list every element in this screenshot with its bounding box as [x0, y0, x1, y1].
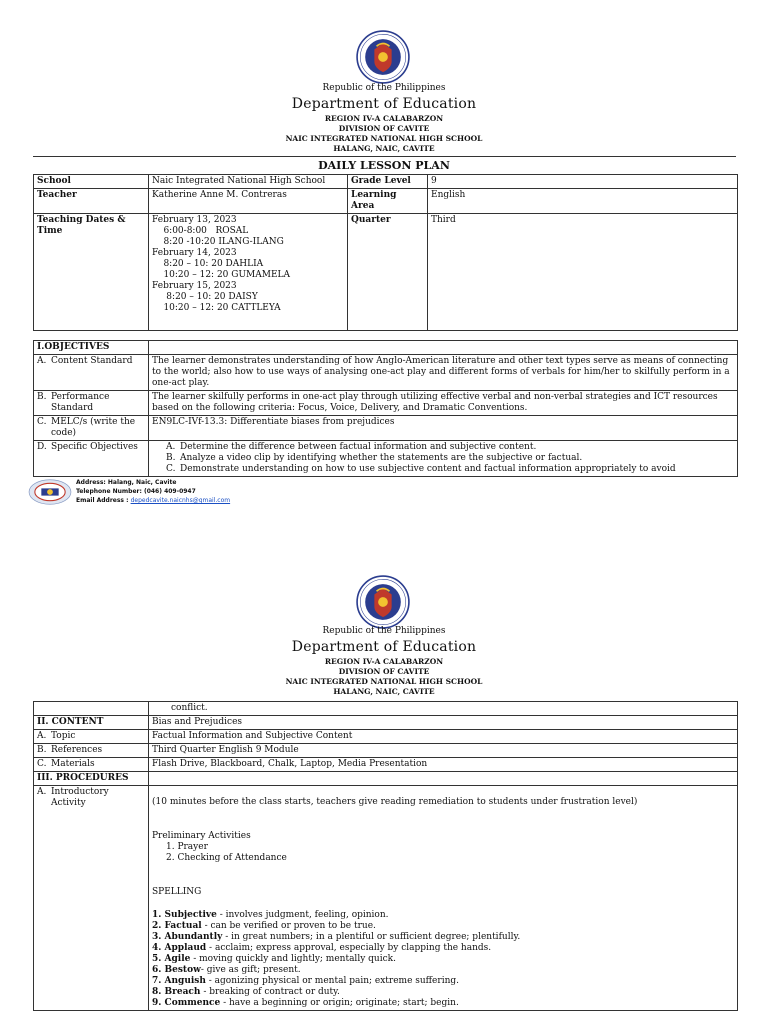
objectives-heading: I.OBJECTIVES — [34, 341, 149, 355]
spelling-item: 7. Anguish - agonizing physical or mental pain; extreme suffering. — [152, 976, 459, 986]
dates-line: 8:20 – 10: 20 DAHLIA — [152, 259, 264, 269]
materials-value: Flash Drive, Blackboard, Chalk, Laptop, Media Presentation — [149, 758, 738, 772]
dates-line: February 13, 2023 — [152, 215, 237, 225]
objectives-heading-empty — [149, 341, 738, 355]
footer-email-link[interactable]: depedcavite.naicnhs@gmail.com — [130, 497, 231, 504]
teacher-label: Teacher — [34, 189, 149, 214]
division-label: DIVISION OF CAVITE — [338, 124, 430, 133]
content-standard-text: The learner demonstrates understanding of how Anglo-American literature and other text types serve as means of connecting to the world; also how to use ways of analysing one-act play and different forms of verbals for him/her to skilfully perform in a one-act play. — [149, 355, 738, 391]
objective-item: A. Determine the difference between factual information and subjective content. — [166, 442, 537, 452]
specific-objectives-label: D. Specific Objectives — [34, 441, 149, 477]
grade-label: Grade Level — [348, 175, 428, 189]
melc-text: EN9LC-IVf-13.3: Differentiate biases from prejudices — [149, 416, 738, 441]
document-page-2 — [0, 555, 768, 1024]
school-name-header: NAIC INTEGRATED NATIONAL HIGH SCHOOL — [285, 677, 483, 686]
quarter-label: Quarter — [348, 214, 428, 331]
spelling-item: 4. Applaud - acclaim; express approval, especially by clapping the hands. — [152, 943, 492, 953]
department-title: Department of Education — [291, 96, 477, 112]
teaching-dates-label: Teaching Dates & Time — [34, 214, 149, 331]
preliminary-item: 2. Checking of Attendance — [166, 853, 287, 863]
objective-item: C. Demonstrate understanding on how to use subjective content and factual information appropriately to avoid — [166, 464, 676, 474]
dates-line: 6:00-8:00 ROSAL — [152, 226, 249, 236]
dates-line: 10:20 – 12: 20 GUMAMELA — [152, 270, 291, 280]
school-value: Naic Integrated National High School — [149, 175, 348, 189]
learning-area-label: Learning Area — [348, 189, 428, 214]
spelling-item: 5. Agile - moving quickly and lightly; mentally quick. — [152, 954, 396, 964]
spelling-item: 3. Abundantly - in great numbers; in a plentiful or sufficient degree; plentifully. — [152, 932, 521, 942]
deped-seal-icon — [356, 30, 410, 84]
dates-line: February 15, 2023 — [152, 281, 237, 291]
spelling-item: 6. Bestow- give as gift; present. — [152, 965, 301, 975]
republic-label: Republic of the Philippines — [322, 626, 446, 636]
procedures-heading: III. PROCEDURES — [34, 772, 149, 786]
school-logo-icon — [28, 479, 72, 505]
teacher-value: Katherine Anne M. Contreras — [149, 189, 348, 214]
plan-title: DAILY LESSON PLAN — [318, 159, 450, 172]
procedures-heading-empty — [149, 772, 738, 786]
school-address-header: HALANG, NAIC, CAVITE — [333, 144, 435, 153]
content-heading-value: Bias and Prejudices — [149, 716, 738, 730]
republic-label: Republic of the Philippines — [322, 83, 446, 93]
objectives-table — [33, 340, 738, 477]
remediation-note: (10 minutes before the class starts, teachers give reading remediation to students under frustration level) — [152, 797, 638, 807]
specific-objectives-list — [149, 441, 738, 477]
content-table — [33, 701, 738, 1011]
continued-empty — [34, 702, 149, 716]
dates-line: 10:20 – 12: 20 CATTLEYA — [152, 303, 281, 313]
info-table — [33, 174, 738, 331]
teaching-dates-list — [149, 214, 348, 331]
dates-line: 8:20 -10:20 ILANG-ILANG — [152, 237, 284, 247]
learning-area-value: English — [428, 189, 738, 214]
dates-line: 8:20 – 10: 20 DAISY — [152, 292, 258, 302]
spelling-item: 2. Factual - can be verified or proven to be true. — [152, 921, 376, 931]
region-label: REGION IV-A CALABARZON — [324, 114, 444, 123]
preliminary-item: 1. Prayer — [166, 842, 208, 852]
school-label: School — [34, 175, 149, 189]
footer-phone: Telephone Number: (046) 409-0947 — [76, 488, 196, 495]
header-divider — [33, 156, 736, 157]
topic-value: Factual Information and Subjective Content — [149, 730, 738, 744]
preliminary-title: Preliminary Activities — [152, 831, 251, 841]
dates-line: February 14, 2023 — [152, 248, 237, 258]
page-gap — [0, 535, 768, 555]
performance-standard-text: The learner skilfully performs in one-act play through utilizing effective verbal and non-verbal strategies and ICT resources based on the following criteria: Focus, Voice, Delivery, and Dramatic Conventions. — [149, 391, 738, 416]
page-footer — [28, 478, 230, 505]
grade-value: 9 — [428, 175, 738, 189]
division-label: DIVISION OF CAVITE — [338, 667, 430, 676]
topic-label: A. Topic — [34, 730, 149, 744]
school-name-header: NAIC INTEGRATED NATIONAL HIGH SCHOOL — [285, 134, 483, 143]
content-heading: II. CONTENT — [34, 716, 149, 730]
spelling-title: SPELLING — [152, 887, 202, 897]
references-label: B. References — [34, 744, 149, 758]
introductory-activity-label: A. Introductory Activity — [34, 786, 149, 1011]
introductory-activity-content — [149, 786, 738, 1011]
region-label: REGION IV-A CALABARZON — [324, 657, 444, 666]
quarter-value: Third — [428, 214, 738, 331]
objective-continued: conflict. — [149, 702, 738, 716]
performance-standard-label: B. Performance Standard — [34, 391, 149, 416]
spelling-item: 9. Commence - have a beginning or origin; originate; start; begin. — [152, 998, 459, 1008]
content-standard-label: A. Content Standard — [34, 355, 149, 391]
spelling-item: 8. Breach - breaking of contract or duty. — [152, 987, 340, 997]
spelling-item: 1. Subjective - involves judgment, feeling, opinion. — [152, 910, 389, 920]
deped-seal-icon — [356, 575, 410, 629]
school-address-header: HALANG, NAIC, CAVITE — [333, 687, 435, 696]
footer-email-row: Email Address : depedcavite.naicnhs@gmail.com — [76, 497, 231, 504]
objective-item: B. Analyze a video clip by identifying whether the statements are the subjective or factual. — [166, 453, 583, 463]
department-title: Department of Education — [291, 639, 477, 655]
melc-label: C. MELC/s (write the code) — [34, 416, 149, 441]
materials-label: C. Materials — [34, 758, 149, 772]
footer-contact — [76, 478, 230, 505]
references-value: Third Quarter English 9 Module — [149, 744, 738, 758]
footer-address: Address: Halang, Naic, Cavite — [76, 479, 177, 486]
